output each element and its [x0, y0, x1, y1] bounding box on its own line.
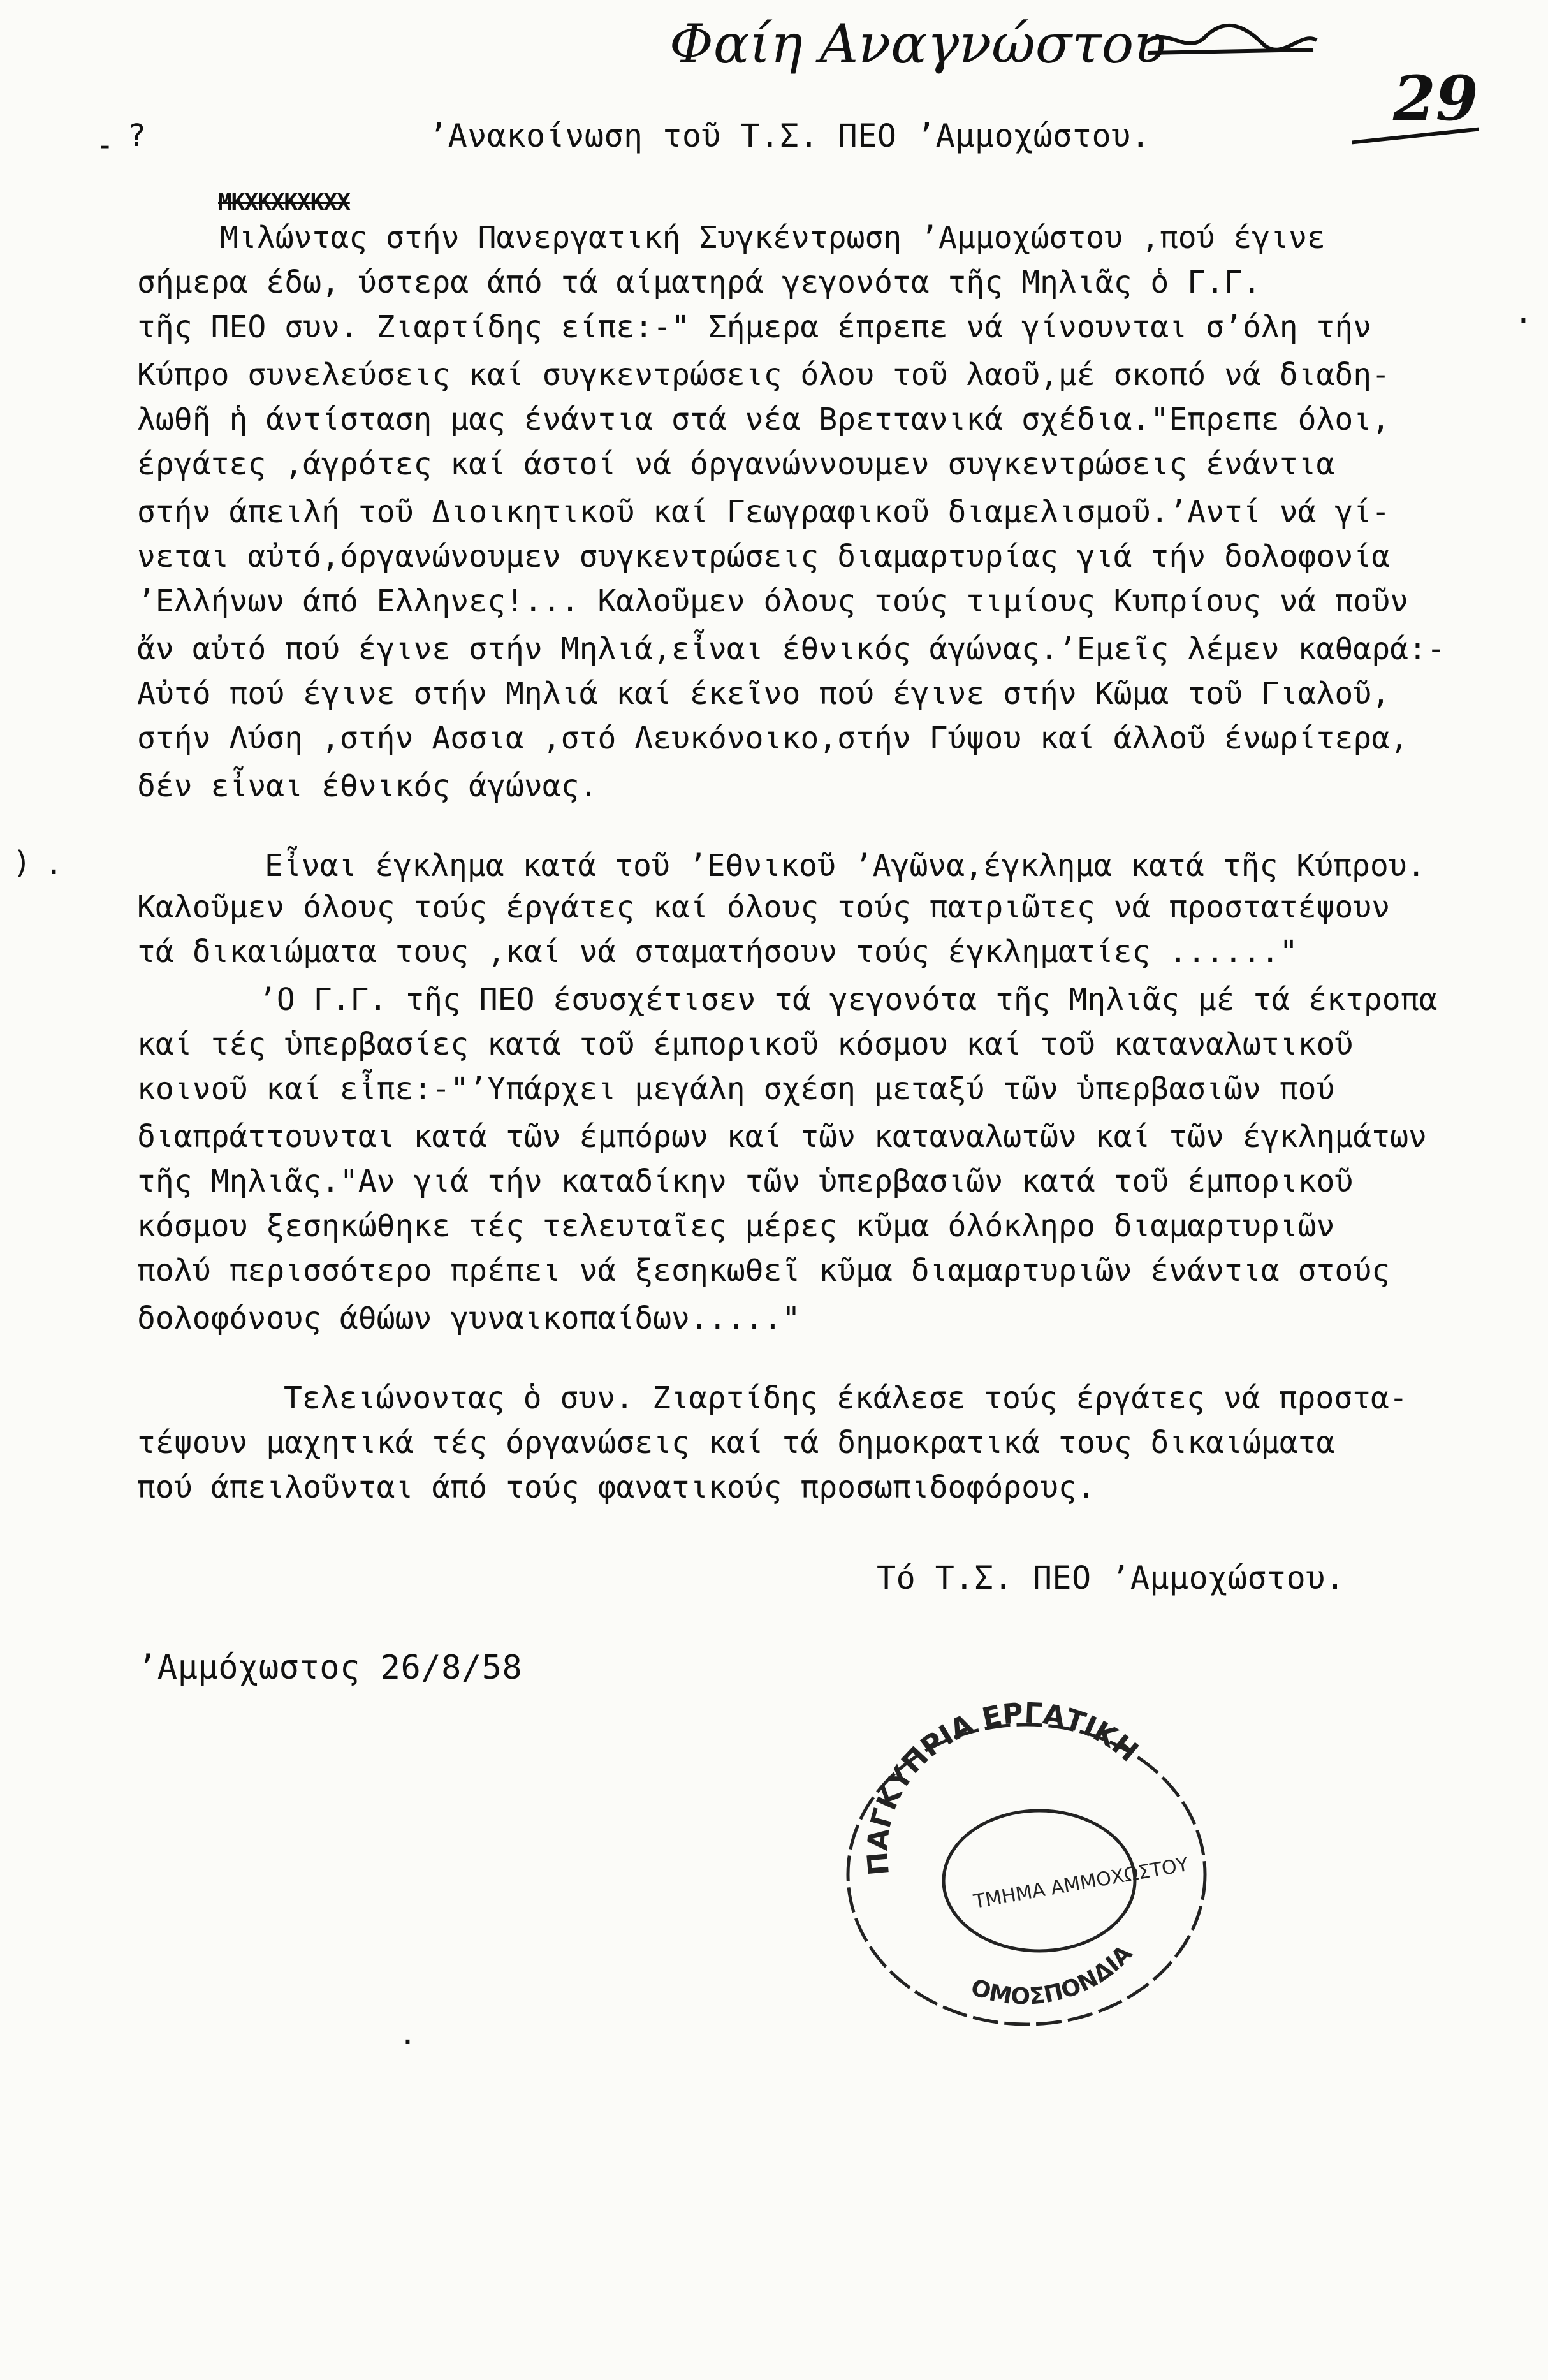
- body-line: δολοφόνους άθώων γυναικοπαίδων.....": [137, 1301, 801, 1336]
- margin-mark: ): [13, 845, 31, 880]
- body-line: λωθῆ ἡ άντίσταση μας ένάντια στά νέα Βρεττανικά σχέδια."Επρεπε όλοι,: [137, 402, 1391, 437]
- margin-mark: ·: [1514, 303, 1533, 339]
- body-line: στήν άπειλή τοῦ Διοικητικοῦ καί Γεωγραφικοῦ διαμελισμοῦ.’Αντί νά γί-: [137, 494, 1391, 530]
- margin-mark: ·: [398, 2024, 417, 2060]
- body-line: ’Ελλήνων άπό Ελληνες!... Καλοῦμεν όλους τούς τιμίους Κυπρίους νά ποῦν: [137, 583, 1408, 619]
- body-line: τῆς Μηλιᾶς."Αν γιά τήν καταδίκην τῶν ὑπερβασιῶν κατά τοῦ έμπορικοῦ: [137, 1164, 1354, 1199]
- stamp-top-text: ΠΑΓΚΥΠΡΙΑ ΕΡΓΑΤΙΚΗ: [861, 1697, 1144, 1877]
- body-line: πού άπειλοῦνται άπό τούς φανατικούς προσωπιδοφόρους.: [137, 1470, 1095, 1505]
- body-line: Καλοῦμεν όλους τούς έργάτες καί όλους τούς πατριῶτες νά προστατέψουν: [137, 889, 1391, 925]
- body-line: Αὐτό πού έγινε στήν Μηλιά καί έκεῖνο πού έγινε στήν Κῶμα τοῦ Γιαλοῦ,: [137, 676, 1391, 712]
- body-line: πολύ περισσότερο πρέπει νά ξεσηκωθεῖ κῦμα διαμαρτυριῶν ένάντια στούς: [137, 1253, 1391, 1289]
- page-number: 29: [1393, 62, 1479, 135]
- margin-mark: ?: [128, 118, 146, 154]
- margin-mark: ·: [45, 854, 63, 890]
- body-line: τέψουν μαχητικά τές όργανώσεις καί τά δημοκρατικά τους δικαιώματα: [137, 1425, 1335, 1461]
- handwritten-note: Φαίη Αναγνώστου: [669, 13, 1167, 75]
- stamp-middle-text: ΤΜΗΜΑ ΑΜΜΟΧΩΣΤΟΥ: [972, 1853, 1190, 1913]
- struck-out-text: ΜΚΧΚΧΚΧΚΧΧ: [218, 189, 350, 215]
- body-line: καί τές ὑπερβασίες κατά τοῦ έμπορικοῦ κόσμου καί τοῦ καταναλωτικοῦ: [137, 1026, 1354, 1062]
- body-line: τά δικαιώματα τους ,καί νά σταματήσουν τούς έγκληματίες ......": [137, 934, 1298, 970]
- date-line: ’Αμμόχωστος 26/8/58: [137, 1649, 523, 1687]
- stamp-bottom-text: ΟΜΟΣΠΟΝΔΙΑ: [967, 1940, 1138, 2010]
- body-line: Κύπρο συνελεύσεις καί συγκεντρώσεις όλου τοῦ λαοῦ,μέ σκοπό νά διαδη-: [137, 357, 1391, 393]
- body-line: δέν εἶναι έθνικός άγώνας.: [137, 768, 598, 804]
- body-line: διαπράττουνται κατά τῶν έμπόρων καί τῶν καταναλωτῶν καί τῶν έγκλημάτων: [137, 1119, 1427, 1155]
- body-line: κόσμου ξεσηκώθηκε τές τελευταῖες μέρες κῦμα όλόκληρο διαμαρτυριῶν: [137, 1208, 1335, 1244]
- body-line: Μιλώντας στήν Πανεργατική Συγκέντρωση ’Αμμοχώστου ,πού έγινε: [220, 220, 1325, 256]
- body-line: νεται αὐτό,όργανώνουμεν συγκεντρώσεις διαμαρτυρίας γιά τήν δολοφονία: [137, 539, 1391, 574]
- body-line: στήν Λύση ,στήν Ασσια ,στό Λευκόνοικο,στήν Γύψου καί άλλοῦ ένωρίτερα,: [137, 720, 1408, 756]
- union-stamp: [829, 1690, 1224, 2034]
- body-line: ’Ο Γ.Γ. τῆς ΠΕΟ έσυσχέτισεν τά γεγονότα τῆς Μηλιᾶς μέ τά έκτροπα: [258, 982, 1438, 1018]
- body-line: Εἶναι έγκλημα κατά τοῦ ’Εθνικοῦ ’Αγῶνα,έγκλημα κατά τῆς Κύπρου.: [265, 848, 1426, 884]
- signature-line: Τό Τ.Σ. ΠΕΟ ’Αμμοχώστου.: [877, 1559, 1345, 1596]
- body-line: τῆς ΠΕΟ συν. Ζιαρτίδης είπε:-" Σήμερα έπρεπε νά γίνουνται σ’όλη τήν: [137, 309, 1372, 345]
- margin-mark: -: [96, 128, 114, 163]
- document-title: ’Ανακοίνωση τοῦ Τ.Σ. ΠΕΟ ’Αμμοχώστου.: [428, 117, 1151, 154]
- body-line: κοινοῦ καί εἶπε:-"’Υπάρχει μεγάλη σχέση μεταξύ τῶν ὑπερβασιῶν πού: [137, 1071, 1335, 1107]
- body-line: ἄν αὐτό πού έγινε στήν Μηλιά,εἶναι έθνικός άγώνας.’Εμεῖς λέμεν καθαρά:-: [137, 631, 1445, 667]
- body-line: σήμερα έδω, ύστερα άπό τά αίματηρά γεγονότα τῆς Μηλιᾶς ὁ Γ.Γ.: [137, 265, 1261, 300]
- handwritten-scribble-icon: [1141, 18, 1320, 62]
- body-line: έργάτες ,άγρότες καί άστοί νά όργανώννουμεν συγκεντρώσεις ένάντια: [137, 446, 1335, 482]
- body-line: Τελειώνοντας ὁ συν. Ζιαρτίδης έκάλεσε τούς έργάτες νά προστα-: [284, 1380, 1408, 1416]
